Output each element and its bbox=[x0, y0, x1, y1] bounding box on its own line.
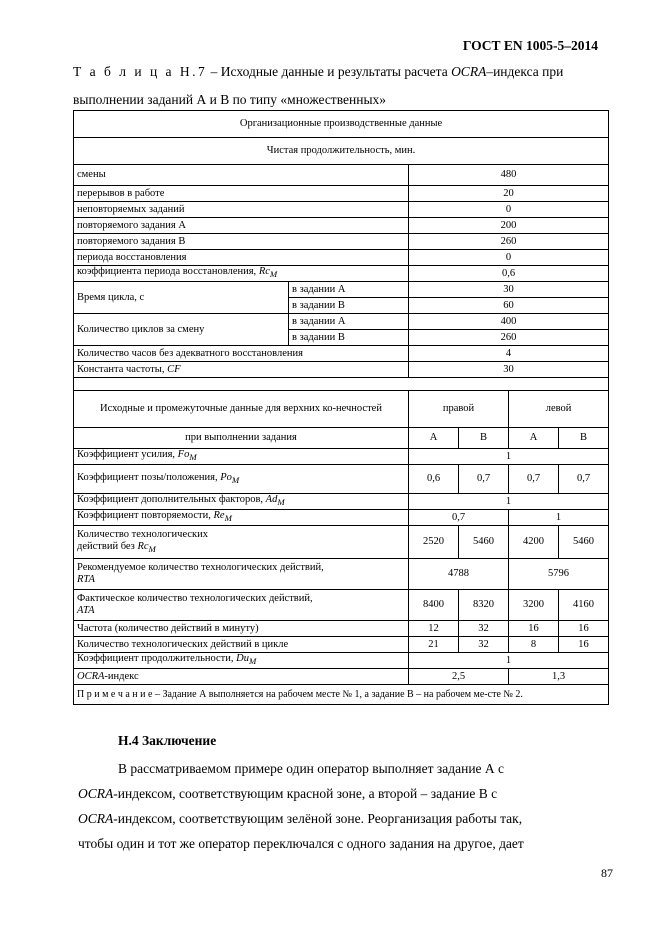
cycles-b-value: 260 bbox=[409, 330, 609, 346]
add-label: Коэффициент дополнительных факторов, $Ad_M$ bbox=[74, 494, 409, 510]
force-label: Коэффициент усилия, $Fo_M$ bbox=[74, 449, 409, 465]
row-value: 0 bbox=[409, 202, 609, 218]
section-title: Н.4 Заключение bbox=[118, 733, 217, 748]
rcm-label: коэффициента периода восстановления, $Rc_M$ bbox=[74, 266, 409, 282]
rep-label: Коэффициент повторяемости, $Re_M$ bbox=[74, 510, 409, 526]
ata-value: 4160 bbox=[559, 590, 609, 621]
cycle-time-a-value: 30 bbox=[409, 282, 609, 298]
rta-right: 4788 bbox=[409, 559, 509, 590]
page-number: 87 bbox=[601, 866, 613, 880]
task-label: при выполнении задания bbox=[74, 428, 409, 449]
row-value: 480 bbox=[409, 165, 609, 186]
add-value: 1 bbox=[409, 494, 609, 510]
freq-value: 16 bbox=[559, 621, 609, 637]
ata-value: 8320 bbox=[459, 590, 509, 621]
caption-dash: – Исходные данные и результаты расчета bbox=[207, 64, 452, 79]
cf-label: Константа частоты, CF bbox=[74, 362, 409, 378]
right-label: правой bbox=[409, 391, 509, 428]
row-value: 0 bbox=[409, 250, 609, 266]
row-value: 260 bbox=[409, 234, 609, 250]
duration-title: Чистая продолжительность, мин. bbox=[74, 138, 609, 165]
body-line: чтобы один и тот же оператор переключался с одного задания на другое, дает bbox=[78, 836, 524, 851]
rep-left: 1 bbox=[509, 510, 609, 526]
table-caption bbox=[73, 58, 603, 114]
posture-label: Коэффициент позы/положения, $Po_M$ bbox=[74, 465, 409, 494]
ocra-right: 2,5 bbox=[409, 669, 509, 685]
tech-value: 5460 bbox=[459, 526, 509, 559]
cycle-actions-label: Количество технологических действий в цикле bbox=[74, 637, 409, 653]
table-note: П р и м е ч а н и е – Задание А выполняется на рабочем месте № 1, а задание В – на рабочем ме-сте № 2. bbox=[74, 685, 609, 705]
col-a: А bbox=[409, 428, 459, 449]
cycles-label: Количество циклов за смену bbox=[74, 314, 289, 346]
row-label: смены bbox=[74, 165, 409, 186]
freq-value: 12 bbox=[409, 621, 459, 637]
caption-ocra: OCRA bbox=[451, 64, 487, 79]
ata-value: 3200 bbox=[509, 590, 559, 621]
row-label: периода восстановления bbox=[74, 250, 409, 266]
row-label: повторяемого задания В bbox=[74, 234, 409, 250]
posture-value: 0,6 bbox=[409, 465, 459, 494]
cycles-b-label: в задании В bbox=[289, 330, 409, 346]
freq-value: 32 bbox=[459, 621, 509, 637]
posture-value: 0,7 bbox=[509, 465, 559, 494]
cycle-actions-value: 21 bbox=[409, 637, 459, 653]
dur-coef-value: 1 bbox=[409, 653, 609, 669]
row-label: перерывов в работе bbox=[74, 186, 409, 202]
ocra-table bbox=[73, 110, 609, 705]
freq-value: 16 bbox=[509, 621, 559, 637]
row-value: 20 bbox=[409, 186, 609, 202]
row-value: 200 bbox=[409, 218, 609, 234]
cycle-time-b-value: 60 bbox=[409, 298, 609, 314]
cycle-actions-value: 16 bbox=[559, 637, 609, 653]
cycle-actions-value: 8 bbox=[509, 637, 559, 653]
section2-title: Исходные и промежуточные данные для верхних ко-нечностей bbox=[74, 391, 409, 428]
hours-label: Количество часов без адекватного восстановления bbox=[74, 346, 409, 362]
cycles-a-label: в задании А bbox=[289, 314, 409, 330]
tech-value: 2520 bbox=[409, 526, 459, 559]
rcm-value: 0,6 bbox=[409, 266, 609, 282]
dur-coef-label: Коэффициент продолжительности, $Du_M$ bbox=[74, 653, 409, 669]
col-b: В bbox=[459, 428, 509, 449]
body-line: OCRA-индексом, соответствующим зелёной зоне. Реорганизация работы так, bbox=[78, 811, 523, 826]
ocra-label: OCRA-индекс bbox=[74, 669, 409, 685]
rta-left: 5796 bbox=[509, 559, 609, 590]
standard-header: ГОСТ EN 1005-5–2014 bbox=[462, 38, 598, 53]
tech-value: 5460 bbox=[559, 526, 609, 559]
org-title: Организационные производственные данные bbox=[74, 111, 609, 138]
cf-value: 30 bbox=[409, 362, 609, 378]
row-label: повторяемого задания А bbox=[74, 218, 409, 234]
freq-label: Частота (количество действий в минуту) bbox=[74, 621, 409, 637]
tech-value: 4200 bbox=[509, 526, 559, 559]
cycles-a-value: 400 bbox=[409, 314, 609, 330]
ata-value: 8400 bbox=[409, 590, 459, 621]
body-line: OCRA-индексом, соответствующим красной зоне, а второй – задание В с bbox=[78, 786, 498, 801]
section-body bbox=[78, 756, 613, 856]
tech-label: Количество технологических действий без $Rc_M$ bbox=[74, 526, 409, 559]
cycle-actions-value: 32 bbox=[459, 637, 509, 653]
ata-label: Фактическое количество технологических действий, ATA bbox=[74, 590, 409, 621]
posture-value: 0,7 bbox=[459, 465, 509, 494]
cycle-time-a-label: в задании А bbox=[289, 282, 409, 298]
col-a: А bbox=[509, 428, 559, 449]
posture-value: 0,7 bbox=[559, 465, 609, 494]
rep-right: 0,7 bbox=[409, 510, 509, 526]
cycle-time-label: Время цикла, с bbox=[74, 282, 289, 314]
cycle-time-b-label: в задании В bbox=[289, 298, 409, 314]
caption-rest: –индекса при выполнении заданий А и В по типу «множественных» bbox=[73, 64, 564, 107]
paragraph: В рассматриваемом примере один оператор выполняет задание А с bbox=[118, 761, 505, 776]
force-value: 1 bbox=[409, 449, 609, 465]
ocra-left: 1,3 bbox=[509, 669, 609, 685]
col-b: В bbox=[559, 428, 609, 449]
left-label: левой bbox=[509, 391, 609, 428]
hours-value: 4 bbox=[409, 346, 609, 362]
caption-label: Т а б л и ц а Н.7 bbox=[73, 64, 208, 79]
spacer-row bbox=[74, 378, 609, 391]
rta-label: Рекомендуемое количество технологических действий, RTA bbox=[74, 559, 409, 590]
row-label: неповторяемых заданий bbox=[74, 202, 409, 218]
